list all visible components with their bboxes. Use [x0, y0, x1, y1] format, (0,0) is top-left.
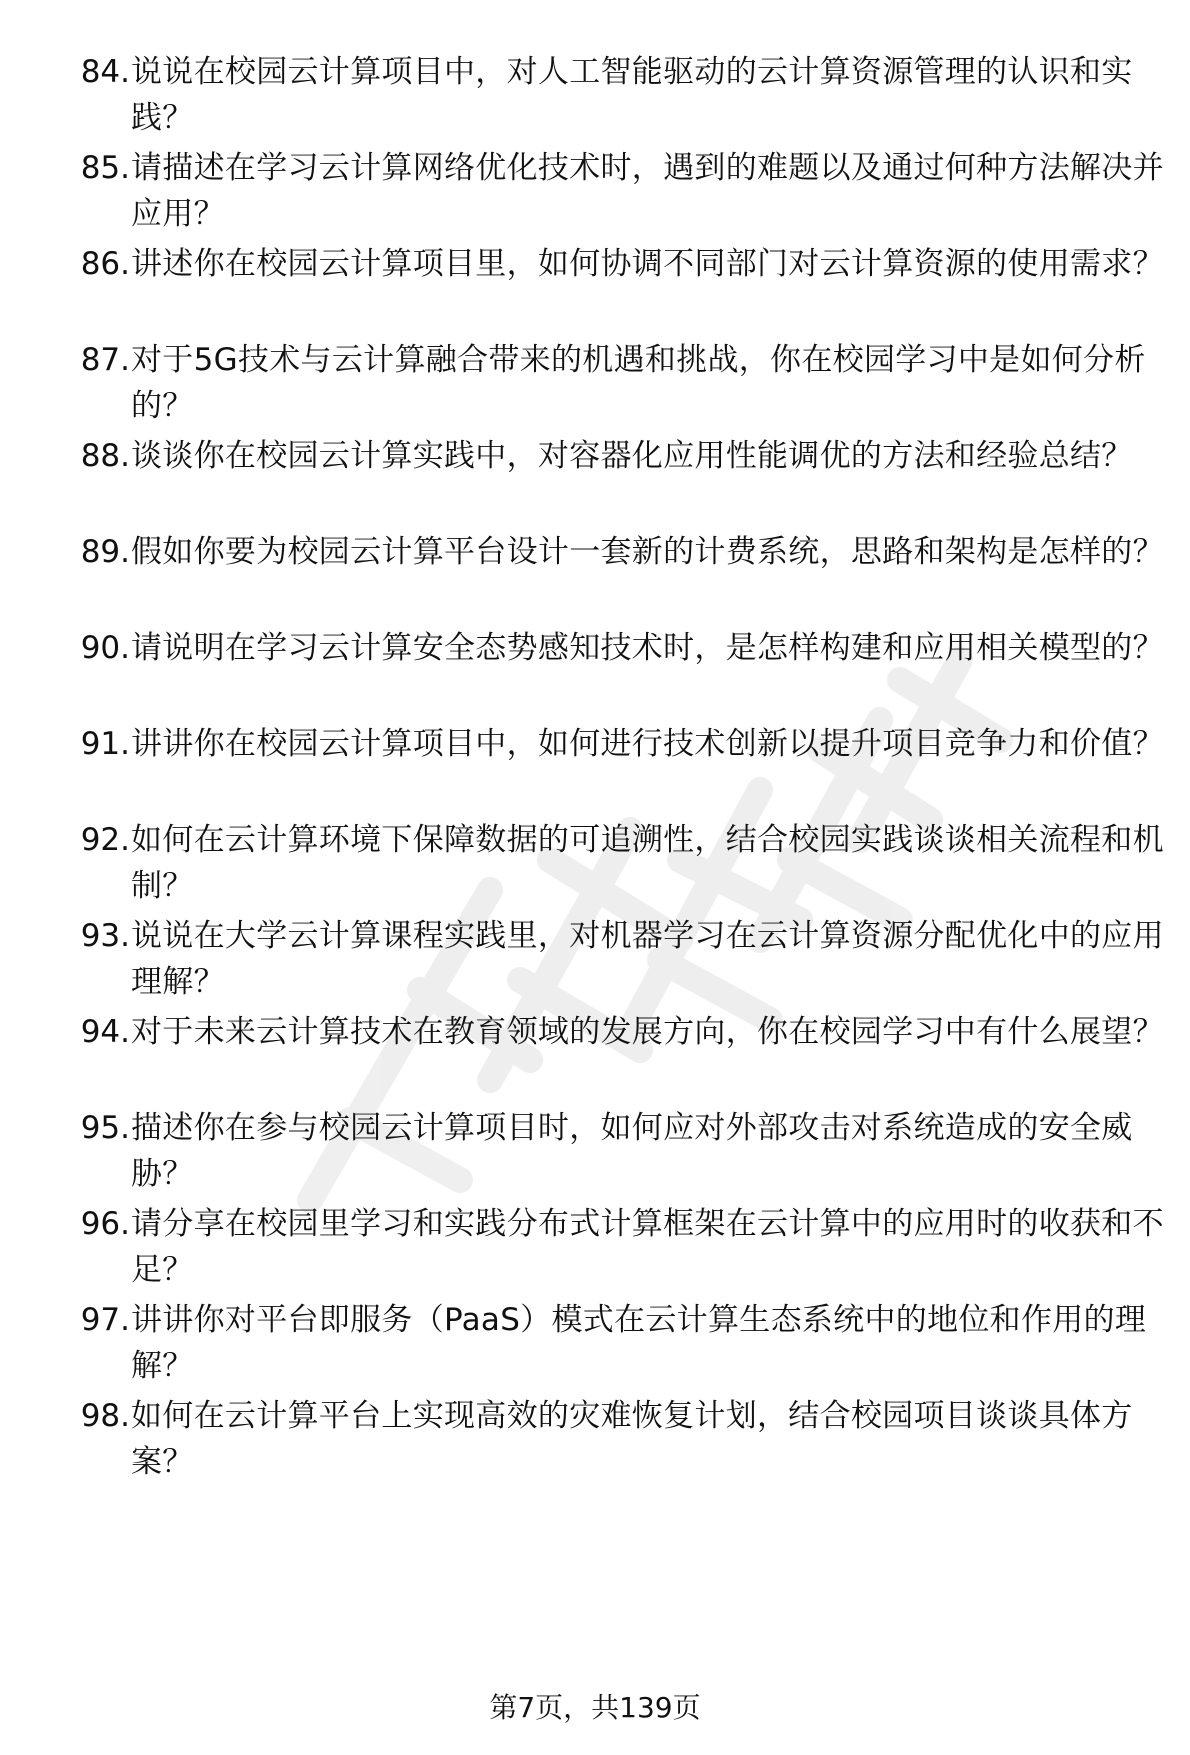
question-number: 93. [80, 918, 130, 954]
question-text: 对于未来云计算技术在教育领域的发展方向，你在校园学习中有什么展望？ [131, 1014, 1164, 1050]
question-item [60, 817, 1170, 913]
question-text: 对于5G技术与云计算融合带来的机遇和挑战，你在校园学习中是如何分析的？ [131, 342, 1146, 424]
question-text: 如何在云计算环境下保障数据的可追溯性，结合校园实践谈谈相关流程和机制？ [131, 822, 1164, 904]
question-text: 如何在云计算平台上实现高效的灾难恢复计划，结合校园项目谈谈具体方案？ [131, 1398, 1133, 1480]
question-number: 97. [80, 1302, 130, 1338]
question-text: 说说在大学云计算课程实践里，对机器学习在云计算资源分配优化中的应用理解？ [131, 918, 1164, 1000]
question-text: 讲讲你在校园云计算项目中，如何进行技术创新以提升项目竞争力和价值？ [131, 726, 1164, 762]
question-item [60, 145, 1170, 241]
question-item [60, 1009, 1170, 1105]
question-number: 92. [80, 822, 130, 858]
question-item [60, 625, 1170, 721]
question-text: 说说在校园云计算项目中，对人工智能驱动的云计算资源管理的认识和实践？ [131, 54, 1133, 136]
question-item [60, 913, 1170, 1009]
question-text: 谈谈你在校园云计算实践中，对容器化应用性能调优的方法和经验总结？ [131, 438, 1133, 474]
question-number: 91. [80, 726, 130, 762]
question-item [60, 721, 1170, 817]
question-item [60, 1297, 1170, 1393]
question-item [60, 529, 1170, 625]
question-number: 90. [80, 630, 130, 666]
question-number: 86. [80, 246, 130, 282]
question-number: 98. [80, 1398, 130, 1434]
question-text: 讲讲你对平台即服务（PaaS）模式在云计算生态系统中的地位和作用的理解？ [131, 1302, 1147, 1384]
question-item [60, 1201, 1170, 1297]
question-number: 85. [80, 150, 130, 186]
question-number: 84. [80, 54, 130, 90]
page-footer: 第7页，共139页 [489, 1691, 701, 1724]
question-number: 88. [80, 438, 130, 474]
question-number: 95. [80, 1110, 130, 1146]
question-number: 87. [80, 342, 130, 378]
question-item [60, 337, 1170, 433]
question-text: 请描述在学习云计算网络优化技术时，遇到的难题以及通过何种方法解决并应用？ [131, 150, 1164, 232]
question-text: 请分享在校园里学习和实践分布式计算框架在云计算中的应用时的收获和不足？ [131, 1206, 1164, 1288]
question-text: 假如你要为校园云计算平台设计一套新的计费系统，思路和架构是怎样的？ [131, 534, 1164, 570]
question-item [60, 433, 1170, 529]
question-item [60, 1105, 1170, 1201]
question-item [60, 49, 1170, 145]
question-number: 94. [80, 1014, 130, 1050]
question-number: 96. [80, 1206, 130, 1242]
question-text: 请说明在学习云计算安全态势感知技术时，是怎样构建和应用相关模型的？ [131, 630, 1164, 666]
question-text: 描述你在参与校园云计算项目时，如何应对外部攻击对系统造成的安全威胁？ [131, 1110, 1133, 1192]
question-item [60, 241, 1170, 337]
question-text: 讲述你在校园云计算项目里，如何协调不同部门对云计算资源的使用需求？ [131, 246, 1164, 282]
question-item [60, 1393, 1170, 1489]
question-number: 89. [80, 534, 130, 570]
